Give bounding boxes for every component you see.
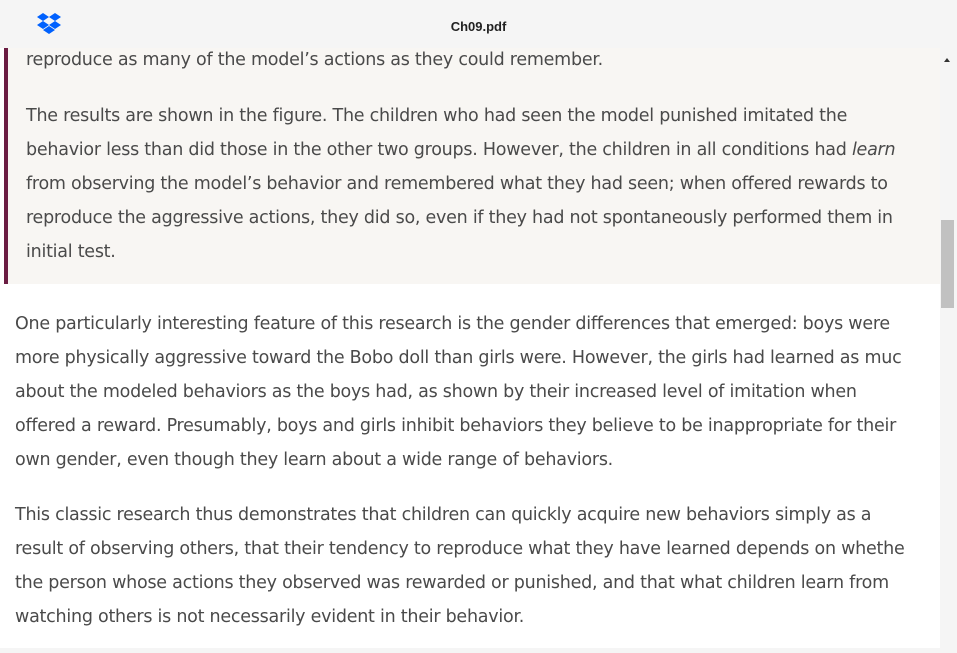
text-line: reproduce the aggressive actions, they did so, even if they had not spontaneously performed them in <box>26 208 893 228</box>
body-paragraph-gender-differences <box>15 307 901 477</box>
text-line: result of observing others, that their tendency to reproduce what they have learned depends on whethe <box>15 539 905 559</box>
text-line <box>26 133 895 167</box>
text-line: more physically aggressive toward the Bobo doll than girls were. However, the girls had learned as muc <box>15 348 902 368</box>
body-paragraph-conclusion <box>15 498 904 634</box>
text-line: watching others is not necessarily evident in their behavior. <box>15 607 525 627</box>
italic-word: learn <box>851 140 896 160</box>
text-segment: behavior less than did those in the other two groups. However, the children in all conditions had <box>26 140 852 160</box>
vertical-scrollbar[interactable] <box>940 48 957 653</box>
scrollbar-thumb[interactable] <box>941 220 954 308</box>
scroll-up-arrow-icon[interactable] <box>944 58 950 62</box>
text-line: This classic research thus demonstrates that children can quickly acquire new behaviors simply as a <box>15 505 872 525</box>
top-bar <box>0 0 957 52</box>
document-title: Ch09.pdf <box>450 19 507 34</box>
document-page <box>0 48 940 648</box>
quote-paragraph-results <box>26 99 895 269</box>
text-line: reproduce as many of the model’s actions as they could remember. <box>26 50 603 70</box>
text-line: the person whose actions they observed was rewarded or punished, and that what children learn from <box>15 573 889 593</box>
text-line: One particularly interesting feature of this research is the gender differences that emerged: boys were <box>15 314 890 334</box>
text-line: about the modeled behaviors as the boys had, as shown by their increased level of imitation when <box>15 382 857 402</box>
text-line: The results are shown in the figure. The children who had seen the model punished imitated the <box>26 106 848 126</box>
text-line: own gender, even though they learn about a wide range of behaviors. <box>15 450 613 470</box>
quote-paragraph-continued <box>26 48 603 77</box>
text-line: offered a reward. Presumably, boys and girls inhibit behaviors they believe to be inappropriate for their <box>15 416 897 436</box>
text-line: from observing the model’s behavior and remembered what they had seen; when offered rewards to <box>26 174 888 194</box>
text-line: initial test. <box>26 242 116 262</box>
